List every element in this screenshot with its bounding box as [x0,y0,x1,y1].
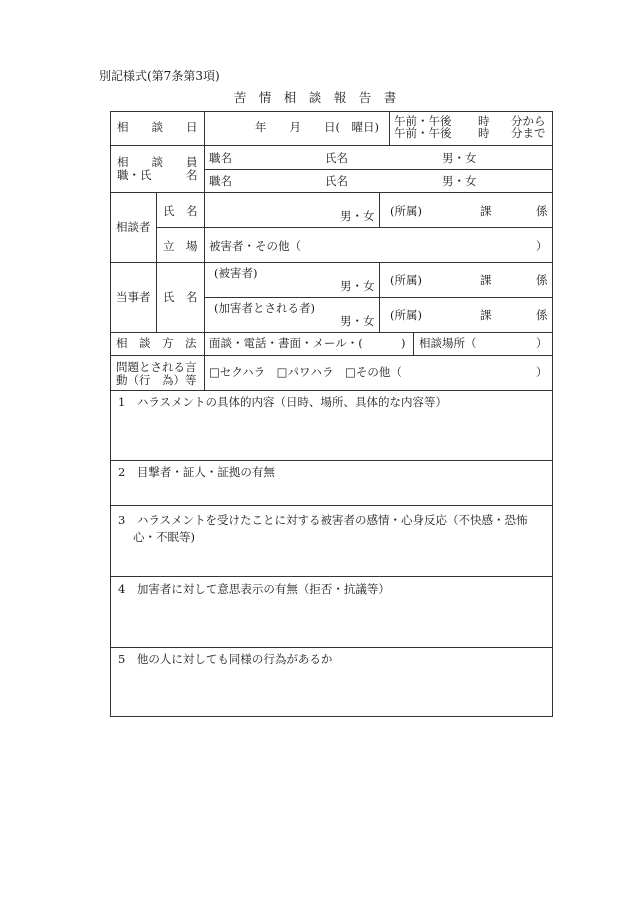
perpetrator-gender[interactable]: 男・女 [340,314,375,328]
consulter-name-label: 氏 名 [163,204,198,218]
section-2-heading: 2 目撃者・証人・証拠の有無 [118,465,275,479]
section-3-heading-cont: 心・不眠等) [133,530,195,544]
party-group-label: 当事者 [116,290,151,304]
victim-section-unit: 課 [480,273,492,287]
consult-place-close: ） [536,336,548,350]
consultant-label-line1: 相 談 員 [117,155,198,169]
ampm-end[interactable]: 午前・午後 [394,126,452,140]
consulter-position-label: 立 場 [163,239,198,253]
section-3-heading: 3 ハラスメントを受けたことに対する被害者の感情・心身反応（不快感・恐怖 [118,513,528,527]
consultant-label-line2: 職・氏 名 [117,168,198,182]
consult-date-label: 相 談 日 [117,120,198,134]
consulter-position-close: ） [536,239,548,253]
perpetrator-affiliation-label: (所属) [390,308,422,322]
end-hour-unit: 時 [478,126,490,140]
perpetrator-section-unit: 課 [480,308,492,322]
consulter-affiliation-label: (所属) [390,204,422,218]
consulter-group-label: 相談者 [116,220,151,234]
report-form-table [110,111,553,717]
method-options[interactable]: 面談・電話・書面・メール・( [209,336,363,350]
perpetrator-subsection-unit: 係 [536,308,548,322]
party-name-label: 氏 名 [163,290,198,304]
consulter-position-field[interactable]: 被害者・その他（ [209,239,301,253]
consult-date-field[interactable]: 年 月 日( 曜日) [255,120,379,134]
consultant1-title-label: 職名 [209,151,232,165]
form-caption: 別記様式(第7条第3項) [99,69,220,83]
method-label: 相 談 方 法 [116,336,197,350]
form-title: 苦 情 相 談 報 告 書 [233,90,397,105]
victim-label: (被害者) [214,266,258,280]
consultant2-title-label: 職名 [209,174,232,188]
section-1-heading: 1 ハラスメントの具体的内容（日時、場所、具体的な内容等） [118,395,447,409]
start-hour-unit: 時 [478,114,490,128]
consult-place-field[interactable]: 相談場所（ [419,336,477,350]
victim-gender[interactable]: 男・女 [340,279,375,293]
consultant2-name-label: 氏名 [325,174,348,188]
behavior-label-line1: 問題とされる言 [116,360,197,374]
ampm-start[interactable]: 午前・午後 [394,114,452,128]
behavior-options[interactable]: □セクハラ □パワハラ □その他（ [209,365,402,379]
behavior-options-close: ） [536,365,548,379]
victim-subsection-unit: 係 [536,273,548,287]
behavior-label-line2: 動（行 為）等 [116,373,197,387]
consultant1-name-label: 氏名 [325,151,348,165]
method-options-close: ) [401,336,406,350]
consulter-section-unit: 課 [480,204,492,218]
end-minute-unit: 分まで [511,126,546,140]
victim-affiliation-label: (所属) [390,273,422,287]
consultant2-gender[interactable]: 男・女 [442,174,477,188]
section-4-heading: 4 加害者に対して意思表示の有無（拒否・抗議等） [118,582,390,596]
consulter-gender[interactable]: 男・女 [340,209,375,223]
section-5-heading: 5 他の人に対しても同様の行為があるか [118,652,333,666]
start-minute-unit: 分から [511,114,546,128]
consultant1-gender[interactable]: 男・女 [442,151,477,165]
consulter-subsection-unit: 係 [536,204,548,218]
perpetrator-label: (加害者とされる者) [214,301,315,315]
